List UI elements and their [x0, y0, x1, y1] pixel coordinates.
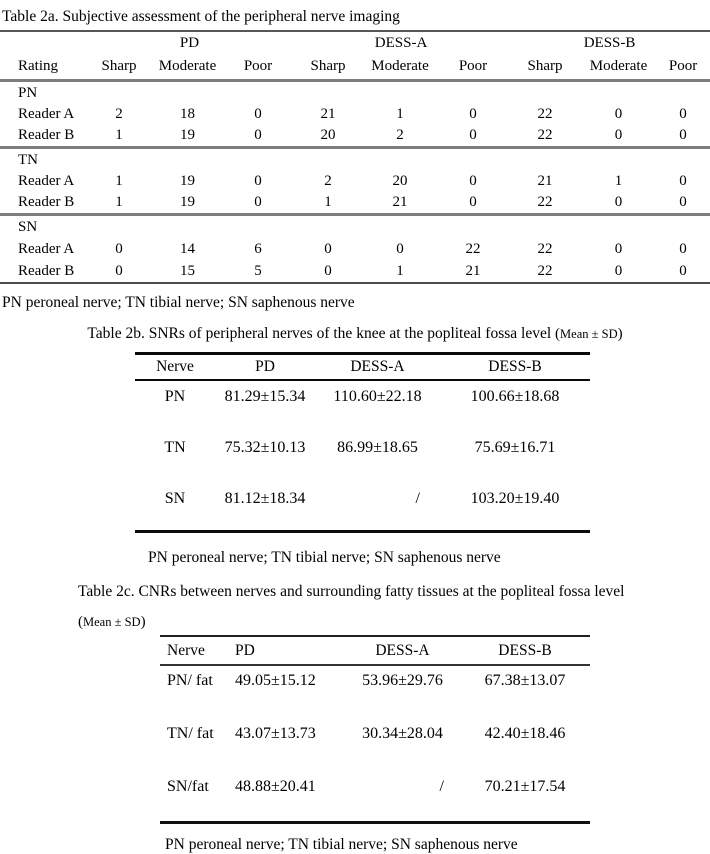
data-cell: 6: [254, 240, 262, 257]
data-cell: 0: [437, 125, 509, 148]
group-header-dess-b: DESS-B: [583, 34, 636, 51]
reader-row: [0, 171, 710, 192]
data-cell: 21: [537, 173, 553, 189]
title-note-text: Mean ± SD: [560, 327, 618, 341]
column-header: DESS-B: [460, 636, 590, 665]
nerve-cell: PN: [164, 388, 186, 405]
data-cell: 20: [293, 125, 363, 148]
data-cell: 0: [614, 240, 623, 257]
column-header: Sharp: [509, 54, 581, 81]
section-label: SN: [18, 218, 38, 235]
nerve-cell: PN/ fat: [167, 672, 213, 689]
column-header: Poor: [656, 54, 710, 81]
data-cell: 22: [509, 192, 581, 215]
column-header: DESS-A: [345, 636, 460, 665]
table2a-group-header-row: [0, 32, 710, 54]
value-cell: 53.96±29.76: [362, 672, 443, 689]
nerve-cell: TN/ fat: [167, 725, 214, 742]
title-note-close-paren: ): [140, 614, 146, 630]
data-cell: 21: [320, 106, 336, 122]
reader-row: [0, 238, 710, 260]
column-header: Moderate: [581, 54, 656, 81]
data-cell: 0: [656, 125, 710, 148]
value-cell: 86.99±18.65: [337, 439, 418, 456]
section-row-pn: [0, 81, 710, 105]
spacer-cell: [86, 81, 710, 105]
title-note-open-paren: (: [555, 326, 561, 342]
value-cell: 75.32±10.13: [224, 439, 306, 456]
column-header: PD: [215, 354, 315, 381]
data-cell: 0: [115, 240, 123, 257]
data-cell: 19: [152, 125, 223, 148]
data-cell: 21: [437, 260, 509, 283]
data-cell: 0: [254, 106, 262, 122]
table2c-title-note: [78, 614, 710, 630]
table2a-column-header-row: [0, 54, 710, 81]
row-label: Reader B: [0, 192, 86, 215]
value-cell: 43.07±13.73: [235, 725, 316, 742]
spacer-cell: [86, 148, 710, 172]
data-cell: 19: [152, 192, 223, 215]
column-header: Poor: [223, 54, 293, 81]
value-cell: 110.60±22.18: [333, 388, 422, 405]
reader-row: [0, 192, 710, 215]
value-cell: /: [439, 778, 444, 795]
data-cell: 0: [437, 192, 509, 215]
value-cell: 81.12±18.34: [224, 490, 306, 507]
column-header: Nerve: [135, 354, 215, 381]
data-cell: 0: [581, 125, 656, 148]
reader-row: [0, 104, 710, 125]
table2b-footnote: PN peroneal nerve; TN tibial nerve; SN saphenous nerve: [148, 549, 501, 566]
data-cell: 0: [656, 260, 710, 283]
data-cell: 0: [656, 192, 710, 215]
table2c-title: Table 2c. CNRs between nerves and surrounding fatty tissues at the popliteal fossa level: [78, 583, 625, 600]
section-label: PN: [18, 84, 38, 101]
data-cell: 0: [679, 173, 687, 189]
row-label: Reader A: [18, 240, 75, 257]
section-row-sn: [0, 215, 710, 239]
data-cell: 0: [223, 192, 293, 215]
data-cell: 19: [180, 173, 195, 189]
column-header: Sharp: [293, 54, 363, 81]
data-cell: 21: [363, 192, 437, 215]
data-cell: 2: [363, 125, 437, 148]
value-cell: 67.38±13.07: [484, 672, 566, 689]
data-cell: 0: [396, 240, 404, 257]
data-cell: 0: [254, 173, 262, 189]
data-cell: 1: [115, 173, 123, 189]
value-cell: 42.40±18.46: [484, 725, 566, 742]
column-header: DESS-B: [440, 354, 590, 381]
section-row-tn: [0, 148, 710, 172]
column-header: Moderate: [363, 54, 437, 81]
data-cell: 1: [86, 192, 152, 215]
data-cell: 1: [363, 260, 437, 283]
title-note-close-paren: ): [617, 326, 623, 342]
table-row: [135, 483, 590, 532]
table2a: [0, 32, 710, 284]
value-cell: 75.69±16.71: [474, 439, 556, 456]
table-row: [160, 665, 590, 719]
column-header: DESS-A: [315, 354, 440, 381]
data-cell: 20: [392, 173, 408, 189]
data-cell: 0: [223, 125, 293, 148]
data-cell: 22: [537, 106, 553, 122]
table2b-header-row: [135, 354, 590, 381]
data-cell: 0: [679, 240, 687, 257]
data-cell: 0: [86, 260, 152, 283]
nerve-cell: SN: [164, 490, 186, 507]
title-note-open-paren: (: [78, 614, 83, 630]
column-header: Moderate: [152, 54, 223, 81]
value-cell: 70.21±17.54: [484, 778, 566, 795]
data-cell: 22: [509, 260, 581, 283]
nerve-cell: TN: [164, 439, 186, 456]
table2a-title: Table 2a. Subjective assessment of the peripheral nerve imaging: [0, 0, 710, 32]
column-header: Sharp: [86, 54, 152, 81]
section-label: TN: [18, 151, 38, 168]
data-cell: 14: [180, 240, 195, 257]
data-cell: 0: [581, 260, 656, 283]
table2b-title-text: Table 2b. SNRs of peripheral nerves of the knee at the popliteal fossa level: [87, 325, 556, 342]
data-cell: 22: [509, 125, 581, 148]
spacer-cell: [0, 32, 86, 54]
table-row: [160, 719, 590, 772]
data-cell: 0: [614, 106, 623, 122]
title-note-text: Mean ± SD: [83, 615, 141, 629]
value-cell: 49.05±15.12: [235, 672, 316, 689]
data-cell: 0: [679, 106, 687, 122]
table-row: [160, 772, 590, 823]
group-header-pd: PD: [179, 34, 200, 51]
data-cell: 15: [152, 260, 223, 283]
data-cell: 1: [396, 106, 404, 122]
spacer-cell: [86, 215, 710, 239]
value-cell: 103.20±19.40: [470, 490, 560, 507]
value-cell: 48.88±20.41: [235, 778, 316, 795]
data-cell: 0: [469, 173, 477, 189]
row-label: Reader A: [18, 106, 75, 122]
column-header: Nerve: [160, 636, 225, 665]
value-cell: 100.66±18.68: [470, 388, 560, 405]
table2c: [160, 635, 590, 824]
data-cell: 18: [180, 106, 195, 122]
data-cell: 22: [465, 240, 481, 257]
value-cell: /: [415, 490, 420, 507]
table2b: [135, 352, 590, 533]
data-cell: 2: [115, 106, 123, 122]
value-cell: 30.34±28.04: [362, 725, 443, 742]
data-cell: 22: [537, 240, 553, 257]
table2c-header-row: [160, 636, 590, 665]
data-cell: 0: [324, 240, 332, 257]
table-row: [135, 380, 590, 432]
table2a-footnote: PN peroneal nerve; TN tibial nerve; SN saphenous nerve: [2, 294, 355, 311]
value-cell: 81.29±15.34: [224, 388, 306, 405]
table2b-title: [0, 324, 710, 344]
data-cell: 2: [324, 173, 332, 189]
data-cell: 0: [469, 106, 477, 122]
table-row: [135, 432, 590, 483]
table2c-footnote: PN peroneal nerve; TN tibial nerve; SN saphenous nerve: [165, 836, 518, 853]
data-cell: 0: [581, 192, 656, 215]
row-label: Reader B: [0, 125, 86, 148]
column-header: PD: [225, 636, 345, 665]
nerve-cell: SN/fat: [167, 778, 209, 795]
reader-row: [0, 260, 710, 283]
data-cell: 1: [293, 192, 363, 215]
data-cell: 1: [86, 125, 152, 148]
reader-row: [0, 125, 710, 148]
column-header: Rating: [0, 54, 86, 81]
group-header-dess-a: DESS-A: [374, 34, 428, 51]
row-label: Reader B: [0, 260, 86, 283]
row-label: Reader A: [18, 173, 75, 189]
column-header: Poor: [437, 54, 509, 81]
data-cell: 0: [293, 260, 363, 283]
data-cell: 1: [614, 173, 623, 189]
data-cell: 5: [223, 260, 293, 283]
